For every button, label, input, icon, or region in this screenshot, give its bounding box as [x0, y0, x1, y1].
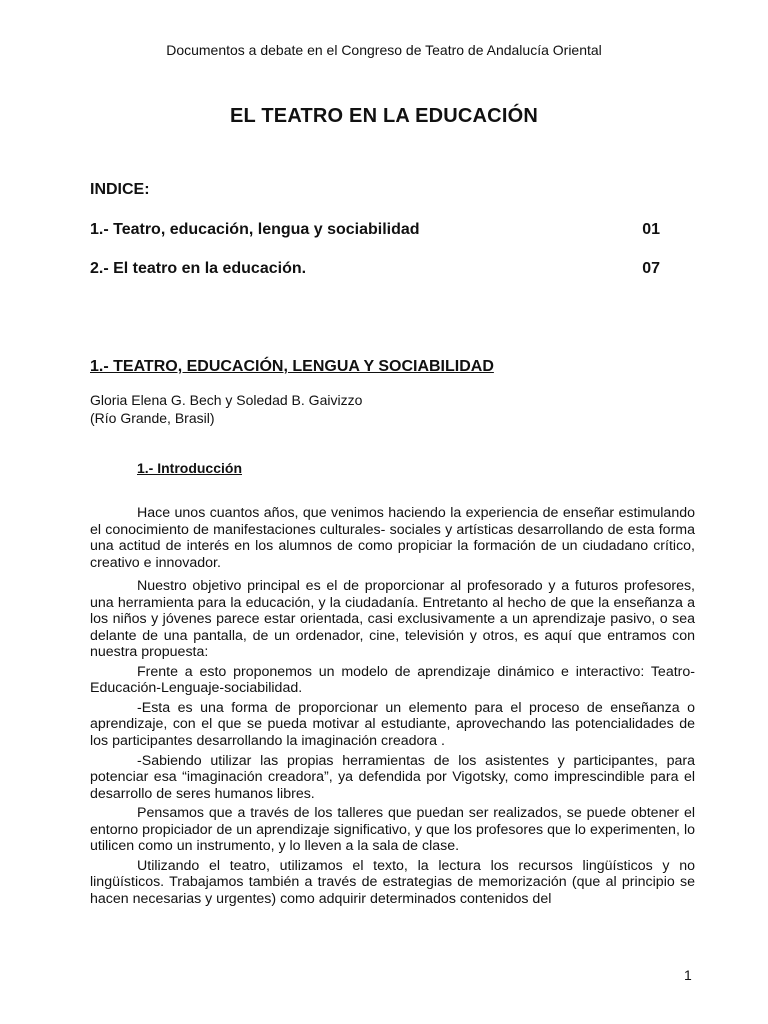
toc-entry-label: 1.- Teatro, educación, lengua y sociabilidad [90, 221, 420, 238]
paragraph: -Sabiendo utilizar las propias herramientas de los asistentes y participantes, para potenciar esa “imaginación creadora”, ya defendida por Vigotsky, como imprescindible para el desarrollo de seres humanos libres. [90, 752, 695, 802]
section-heading: 1.- TEATRO, EDUCACIÓN, LENGUA Y SOCIABILIDAD [90, 358, 494, 375]
author-names: Gloria Elena G. Bech y Soledad B. Gaivizzo [90, 392, 363, 408]
author-block [90, 391, 362, 427]
paragraph: Hace unos cuantos años, que venimos haciendo la experiencia de enseñar estimulando el conocimiento de manifestaciones culturales- sociales y artísticas desarrollando de esta forma una actitud de interés en los alumnos de como propiciar la formación de un ciudadano crítico, creativo e innovador. [90, 505, 695, 571]
running-header: Documentos a debate en el Congreso de Teatro de Andalucía Oriental [166, 42, 602, 58]
toc-entry-page: 07 [642, 260, 660, 277]
toc-entry [90, 220, 660, 240]
paragraph: Frente a esto proponemos un modelo de aprendizaje dinámico e interactivo: Teatro-Educación-Lenguaje-sociabilidad. [90, 663, 695, 697]
toc-entry-page: 01 [642, 221, 660, 238]
page-number: 1 [684, 967, 692, 983]
toc-entry-label: 2.- El teatro en la educación. [90, 260, 307, 277]
author-location: (Río Grande, Brasil) [90, 410, 215, 426]
paragraph: Utilizando el teatro, utilizamos el texto, la lectura los recursos lingüísticos y no lingüísticos. Trabajamos también a través de estrategias de memorización (que al principio se hacen necesarias y urgentes) como adquirir determinados contenidos del [90, 857, 695, 907]
paragraph: Nuestro objetivo principal es el de proporcionar al profesorado y a futuros profesores, una herramienta para la educación, y la ciudadanía. Entretanto al hecho de que la enseñanza a los niños y jóvenes parece estar orientada, casi exclusivamente a un aprendizaje pasivo, o sea delante de una pantalla, de un ordenador, cine, televisión y otros, es aquí que entramos con nuestra propuesta: [90, 578, 695, 660]
paragraph: -Esta es una forma de proporcionar un elemento para el proceso de enseñanza o aprendizaje, con el que se pueda motivar al estudiante, aprovechando las potencialidades de los participantes desarrollando la imaginación creadora . [90, 699, 695, 749]
subsection-heading: 1.- Introducción [137, 460, 242, 476]
toc-entry [90, 259, 660, 279]
paragraph: Pensamos que a través de los talleres que puedan ser realizados, se puede obtener el entorno propiciador de un aprendizaje significativo, y que los profesores que lo experimenten, lo utilicen como un instrumento, y lo lleven a la sala de clase. [90, 805, 695, 855]
body-text [90, 505, 695, 911]
document-title: EL TEATRO EN LA EDUCACIÓN [230, 105, 538, 127]
index-heading: INDICE: [90, 181, 150, 198]
